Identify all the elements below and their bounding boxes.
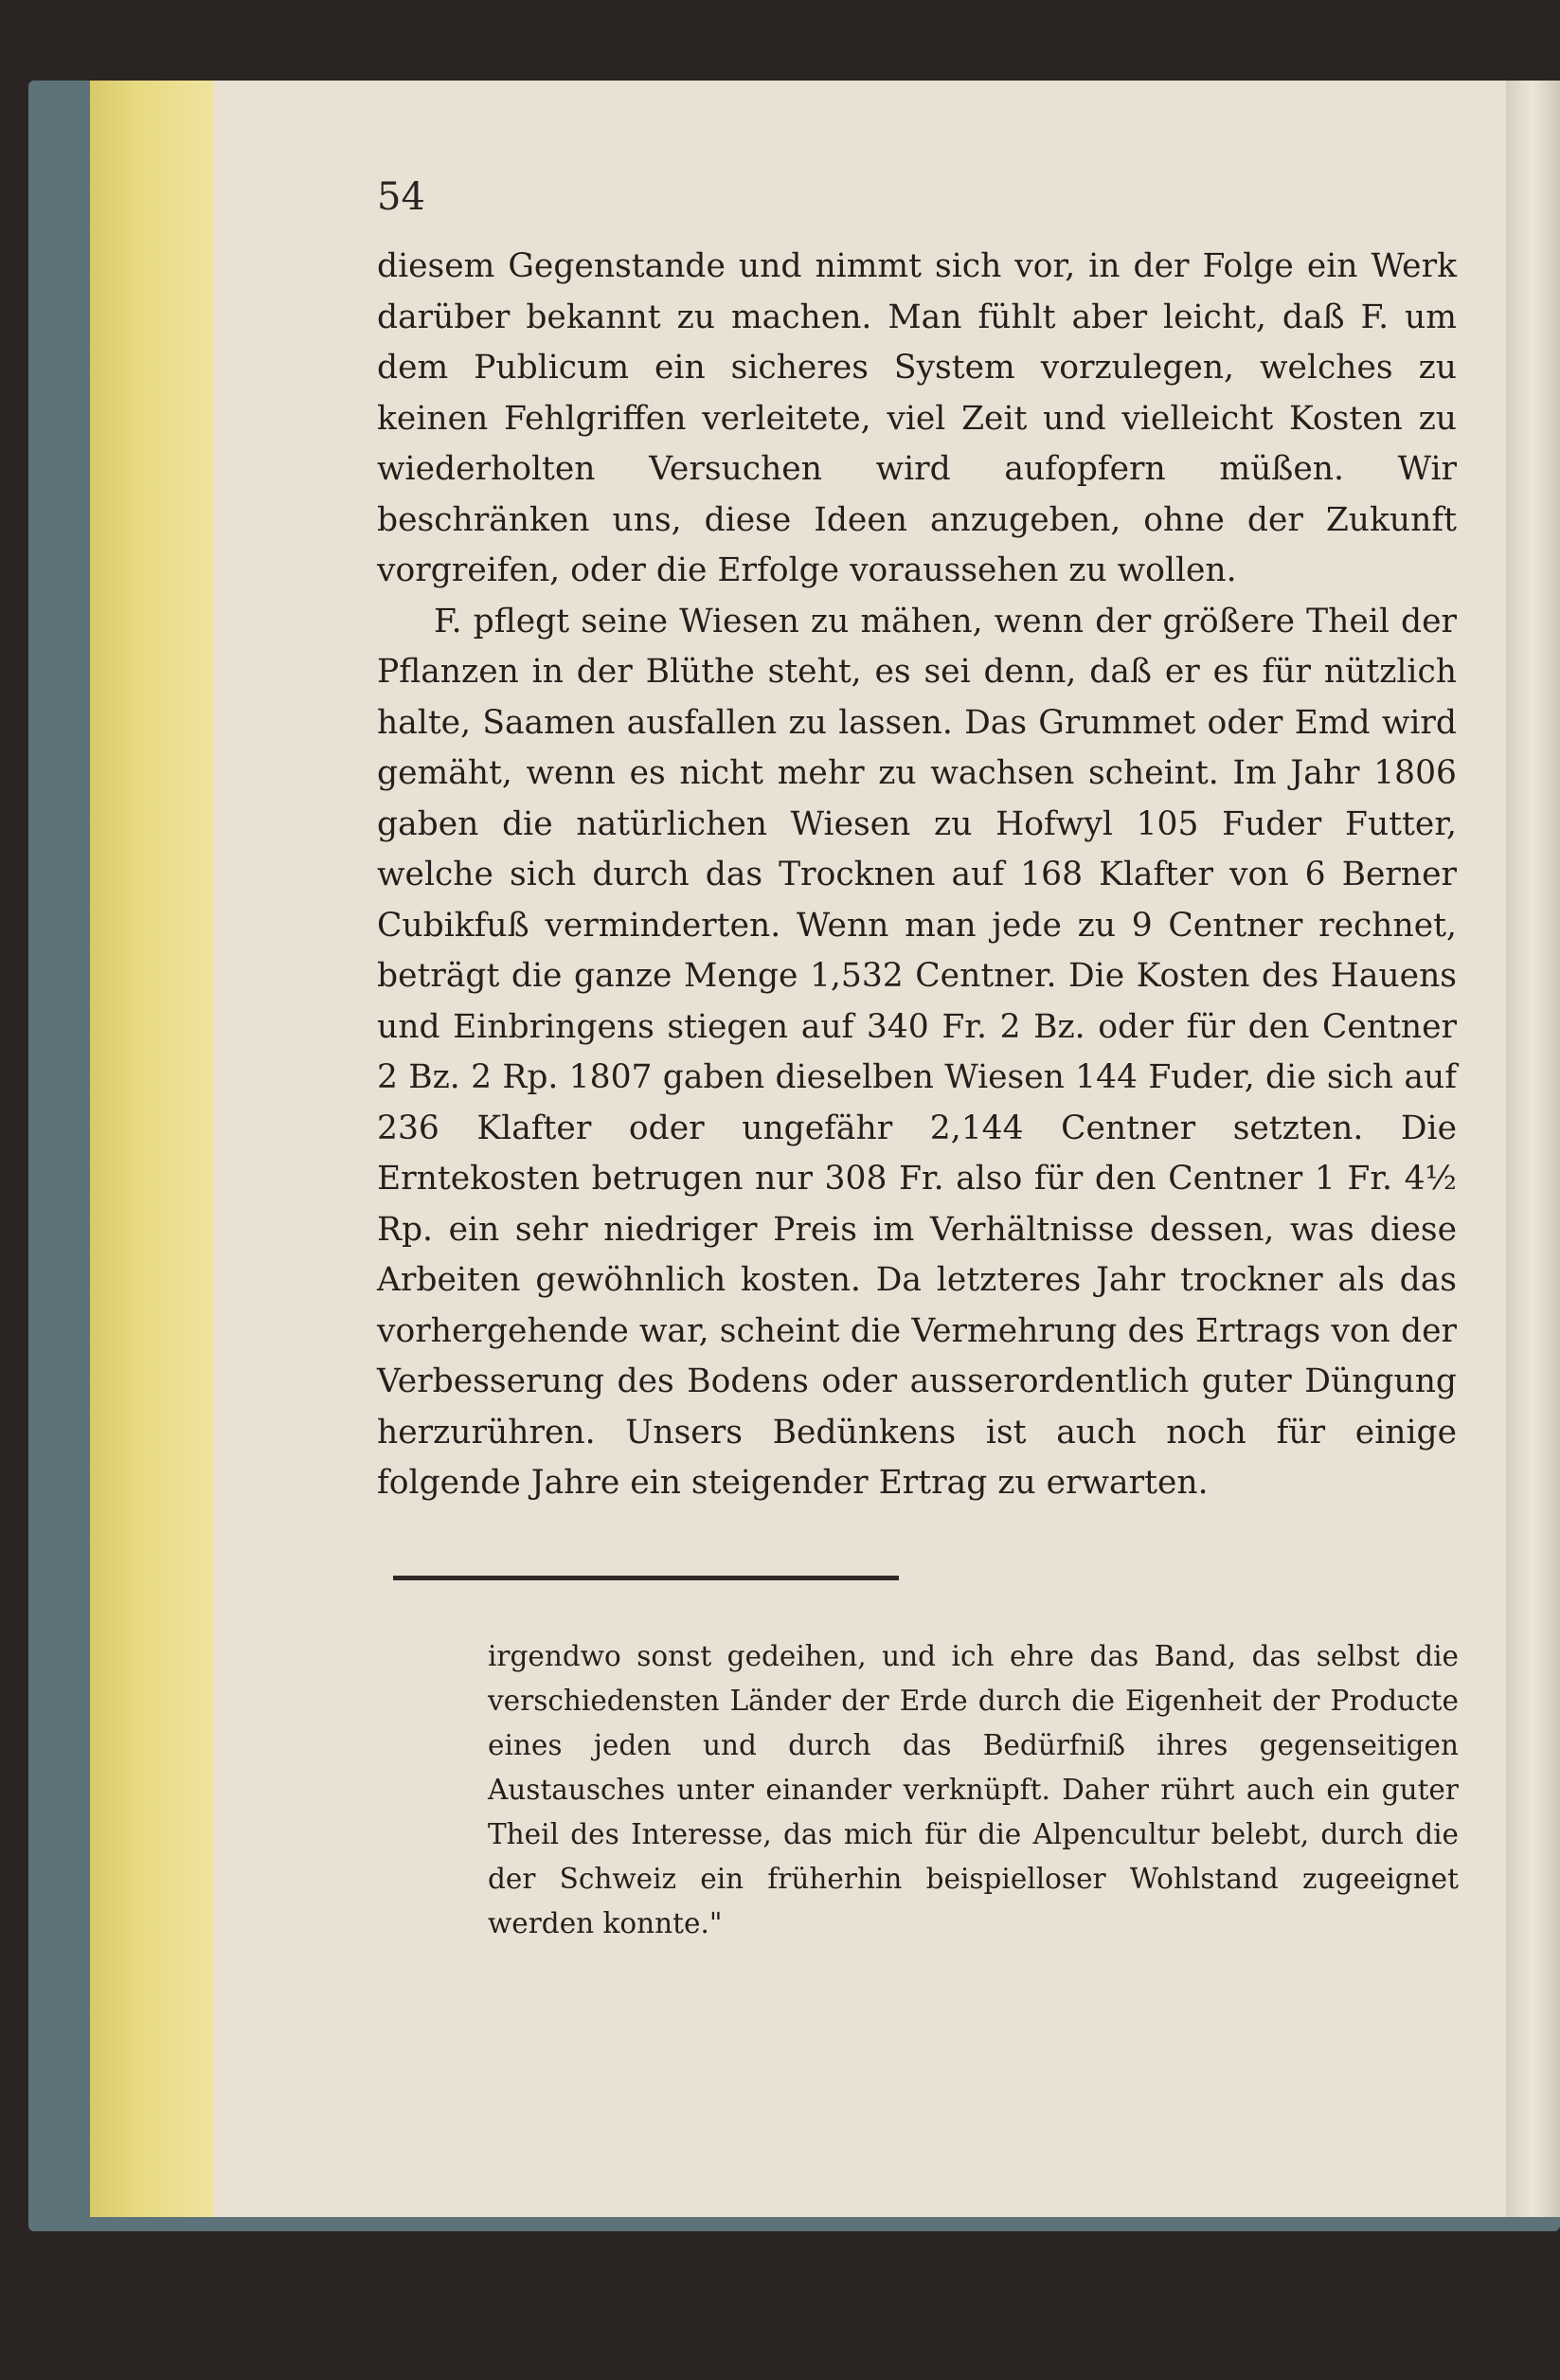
paragraph-1: diesem Gegenstande und nimmt sich vor, in der Folge ein Werk darüber bekannt zu machen. Man fühlt aber leicht, daß F. um dem Publicum ein sicheres System vorzulegen, welches zu keinen Fehlgriffen verleitete, viel Zeit und vielleicht Kosten zu wiederholten Versuchen wird aufopfern müßen. Wir beschränken uns, diese Ideen anzugeben, ohne der Zukunft vorgreifen, oder die Erfolge voraussehen zu wollen.: [377, 247, 1457, 589]
footnote-rule: [393, 1576, 899, 1580]
page-number: 54: [377, 175, 425, 219]
gilded-page-edge: [90, 81, 213, 2217]
book-page: [213, 81, 1506, 2217]
next-page-edge: [1506, 81, 1560, 2217]
main-text: [377, 242, 1457, 1509]
paragraph-2: F. pflegt seine Wiesen zu mähen, wenn der größere Theil der Pflanzen in der Blüthe steht, es sei denn, daß er es für nützlich halte, Saamen ausfallen zu lassen. Das Grummet oder Emd wird gemäht, wenn es nicht mehr zu wachsen scheint. Im Jahr 1806 gaben die natürlichen Wiesen zu Hofwyl 105 Fuder Futter, welche sich durch das Trocknen auf 168 Klafter von 6 Berner Cubikfuß verminderten. Wenn man jede zu 9 Centner rechnet, beträgt die ganze Menge 1,532 Centner. Die Kosten des Hauens und Einbringens stiegen auf 340 Fr. 2 Bz. oder für den Centner 2 Bz. 2 Rp. 1807 gaben dieselben Wiesen 144 Fuder, die sich auf 236 Klafter oder ungefähr 2,144 Centner setzten. Die Erntekosten betrugen nur 308 Fr. also für den Centner 1 Fr. 4½ Rp. ein sehr niedriger Preis im Verhältnisse dessen, was diese Arbeiten gewöhnlich kosten. Da letzteres Jahr trockner als das vorhergehende war, scheint die Vermehrung des Ertrags von der Verbesserung des Bodens oder ausserordentlich guter Düngung herzurühren. Unsers Bedünkens ist auch noch für einige folgende Jahre ein steigender Ertrag zu erwarten.: [377, 602, 1457, 1502]
footnote-text: irgendwo sonst gedeihen, und ich ehre das Band, das selbst die verschiedensten Länder der Erde durch die Eigenheit der Producte eines jeden und durch das Bedürfniß ihres gegenseitigen Austausches unter einander verknüpft. Daher rührt auch ein guter Theil des Interesse, das mich für die Alpencultur belebt, durch die der Schweiz ein früherhin beispielloser Wohlstand zugeeignet werden konnte.": [488, 1640, 1459, 1939]
